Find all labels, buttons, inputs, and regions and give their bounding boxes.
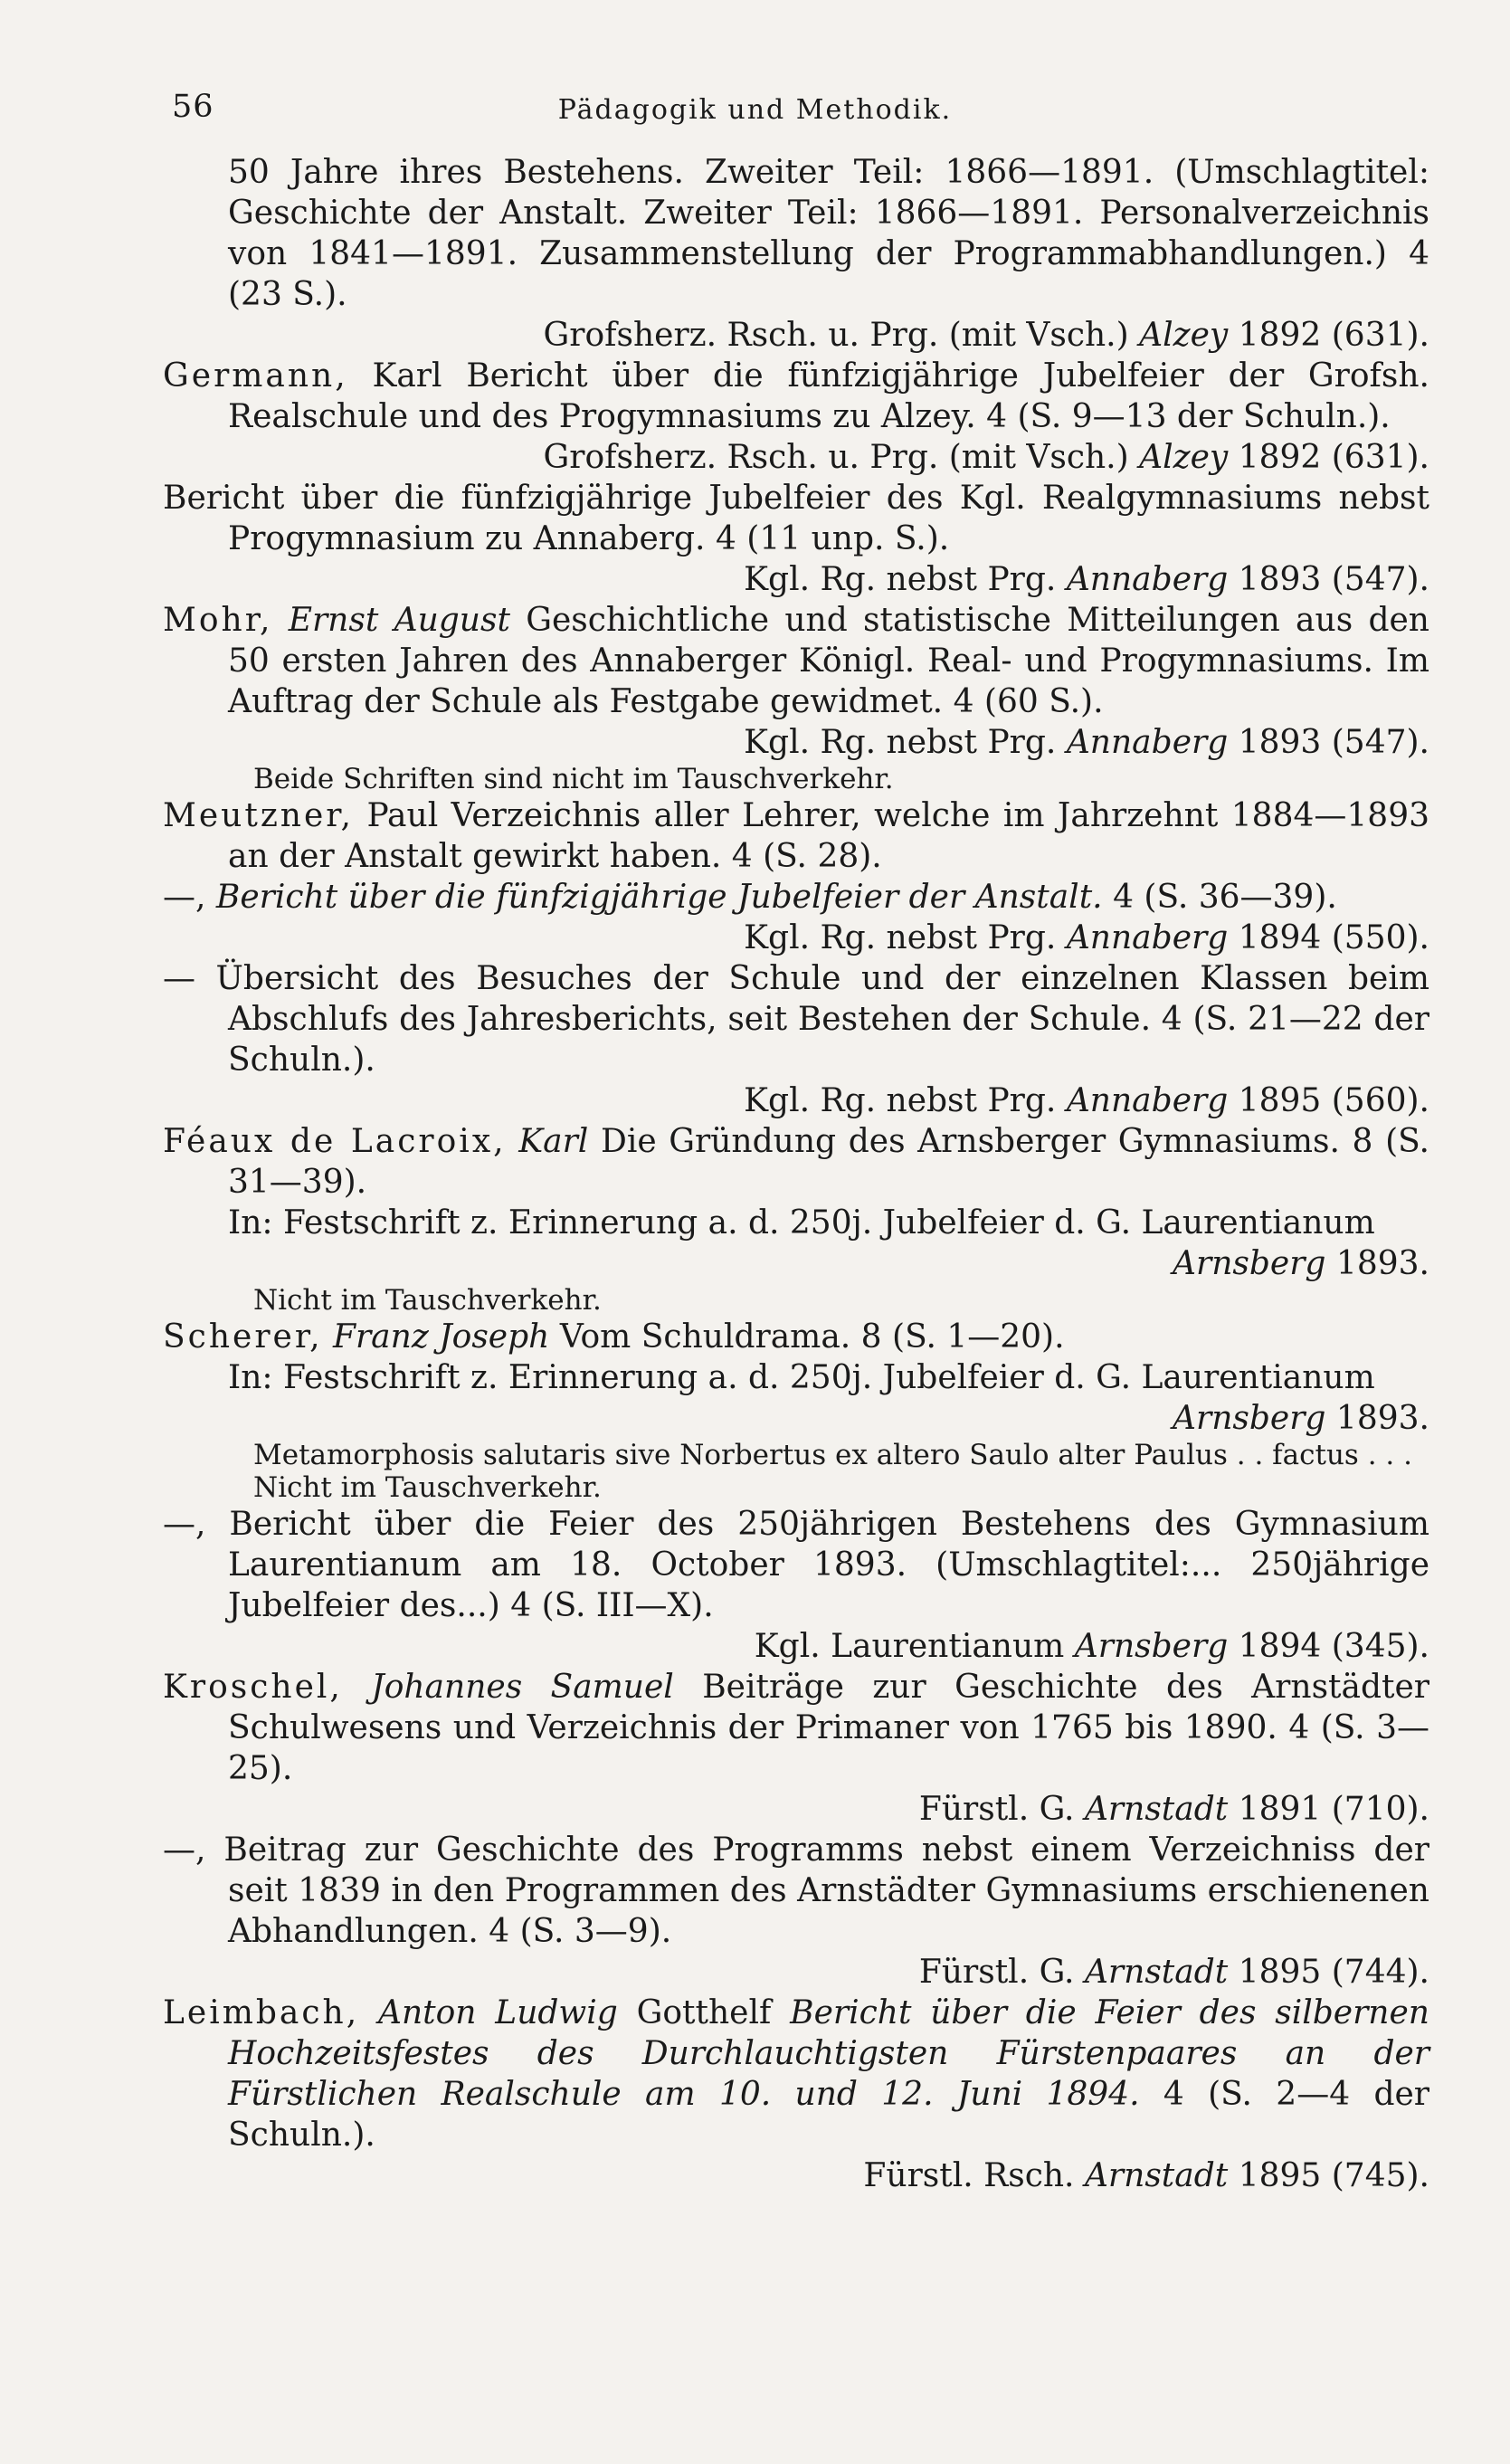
entry-author: Féaux de Lacroix,: [163, 1123, 507, 1160]
bibliography-list: [163, 152, 1429, 2196]
entry-given-name: Franz Joseph: [332, 1318, 550, 1356]
entry-author: Kroschel,: [163, 1669, 343, 1706]
entry-source: Grofsherz. Rsch. u. Prg. (mit Vsch.) Alzey 1892 (631).: [543, 439, 1429, 476]
entry-note: Nicht im Tauschverkehr.: [253, 1471, 602, 1504]
entry-author: Germann,: [163, 357, 348, 395]
entry-format: 4 (S. 2—4 der Schuln.).: [228, 2076, 1429, 2154]
list-item: [163, 478, 1429, 600]
entry-in: In: Festschrift z. Erinnerung a. d. 250j. Jubelfeier d. G. Laurentianum Arnsberg 1893.: [228, 1204, 1429, 1282]
entry-source: Kgl. Rg. nebst Prg. Annaberg 1895 (560).: [744, 1082, 1429, 1119]
entry-author: Meutzner,: [163, 797, 354, 834]
entry-given-name: Paul: [366, 797, 439, 834]
list-item: [163, 1830, 1429, 1993]
entry-given-name: Anton Ludwig: [377, 1994, 618, 2031]
entry-note: Metamorphosis salutaris sive Norbertus ex altero Saulo alter Paulus . . factus . . .: [253, 1439, 1412, 1471]
entry-source: Fürstl. Rsch. Arnstadt 1895 (745).: [863, 2157, 1429, 2194]
entry-title: Bericht über die fünfzigjährige Jubelfeier der Grofsh. Realschule und des Progymnasiums zu Alzey. 4 (S. 9—13 der Schuln.).: [228, 357, 1429, 435]
entry-source: Fürstl. G. Arnstadt 1895 (744).: [918, 1954, 1429, 1991]
list-item: [163, 1993, 1429, 2196]
entry-source: Grofsherz. Rsch. u. Prg. (mit Vsch.) Alzey 1892 (631).: [543, 317, 1429, 354]
entry-given-name: Karl: [518, 1123, 589, 1160]
entry-title: Geschichtliche und statistische Mitteilungen aus den 50 ersten Jahren des Annaberger Königl. Real- und Progymnasiums. Im Auftrag der Schule als Festgabe gewidmet. 4 (60 S.).: [228, 602, 1429, 720]
entry-source: Kgl. Laurentianum Arnsberg 1894 (345).: [754, 1628, 1429, 1665]
list-item: [163, 1667, 1429, 1830]
entry-note: Nicht im Tauschverkehr.: [253, 1284, 602, 1317]
list-item: [163, 356, 1429, 478]
entry-in: In: Festschrift z. Erinnerung a. d. 250j. Jubelfeier d. G. Laurentianum Arnsberg 1893.: [228, 1359, 1429, 1437]
entry-author: Mohr,: [163, 602, 273, 639]
entry-source: Kgl. Rg. nebst Prg. Annaberg 1893 (547).: [744, 561, 1429, 598]
entry-source: Fürstl. G. Arnstadt 1891 (710).: [918, 1791, 1429, 1828]
page-header: [0, 89, 1510, 143]
entry-title: Beiträge zur Geschichte des Arnstädter Schulwesens und Verzeichnis der Primaner von 1765 bis 1890. 4 (S. 3—25).: [228, 1669, 1429, 1787]
list-item: [163, 795, 1429, 877]
list-item: [163, 1121, 1429, 1203]
page-number: 56: [172, 89, 214, 125]
list-item: [163, 600, 1429, 763]
entry-dash: —,: [163, 879, 206, 916]
entry-source: Kgl. Rg. nebst Prg. Annaberg 1893 (547).: [744, 724, 1429, 761]
entry-author: Scherer,: [163, 1318, 323, 1356]
entry-author: Leimbach,: [163, 1994, 360, 2031]
entry-given-name: Johannes Samuel: [371, 1669, 674, 1706]
entry-given-name-2: Gotthelf: [636, 1994, 772, 2031]
entry-title: Bericht über die Feier des silbernen Hochzeitsfestes des Durchlauchtigsten Fürstenpaares an der Fürstlichen Realschule am 10. und 12. Juni 1894.: [228, 1994, 1429, 2113]
list-item: [163, 877, 1429, 958]
entry-title: Bericht über die fünfzigjährige Jubelfeier der Anstalt.: [215, 879, 1103, 916]
entry-given-name: Karl: [372, 357, 442, 395]
running-title: Pädagogik und Methodik.: [557, 94, 953, 126]
entry-given-name: Ernst August: [288, 602, 510, 639]
list-item: [163, 958, 1429, 1121]
entry-text: Bericht über die fünfzigjährige Jubelfeier des Kgl. Realgymnasiums nebst Progymnasium zu Annaberg. 4 (11 unp. S.).: [163, 480, 1429, 557]
entry-text: — Übersicht des Besuches der Schule und der einzelnen Klassen beim Abschlufs des Jahresberichts, seit Bestehen der Schule. 4 (S. 21—22 der Schuln.).: [163, 960, 1429, 1079]
entry-text: —, Bericht über die Feier des 250jährigen Bestehens des Gymnasium Laurentianum am 18. October 1893. (Umschlagtitel:... 250jährige Jubelfeier des...) 4 (S. III—X).: [163, 1506, 1429, 1624]
list-item: [163, 1317, 1429, 1357]
entry-title: Vom Schuldrama. 8 (S. 1—20).: [559, 1318, 1065, 1356]
entry-format: 4 (S. 36—39).: [1113, 879, 1337, 916]
entry-source: Kgl. Rg. nebst Prg. Annaberg 1894 (550).: [744, 919, 1429, 956]
entry-title: Verzeichnis aller Lehrer, welche im Jahrzehnt 1884—1893 an der Anstalt gewirkt haben. 4 (S. 28).: [228, 797, 1430, 875]
list-item: [163, 152, 1429, 356]
entry-text: 50 Jahre ihres Bestehens. Zweiter Teil: 1866—1891. (Umschlagtitel: Geschichte der Anstalt. Zweiter Teil: 1866—1891. Personalverzeichnis von 1841—1891. Zusammenstellung der Programmabhandlungen.) 4 (23 S.).: [228, 154, 1429, 313]
entry-title: Die Gründung des Arnsberger Gymnasiums. 8 (S. 31—39).: [228, 1123, 1429, 1201]
entry-note: Beide Schriften sind nicht im Tauschverkehr.: [253, 763, 894, 795]
list-item: [163, 1504, 1429, 1667]
entry-text: —, Beitrag zur Geschichte des Programms nebst einem Verzeichniss der seit 1839 in den Programmen des Arnstädter Gymnasiums erschienenen Abhandlungen. 4 (S. 3—9).: [163, 1831, 1429, 1950]
